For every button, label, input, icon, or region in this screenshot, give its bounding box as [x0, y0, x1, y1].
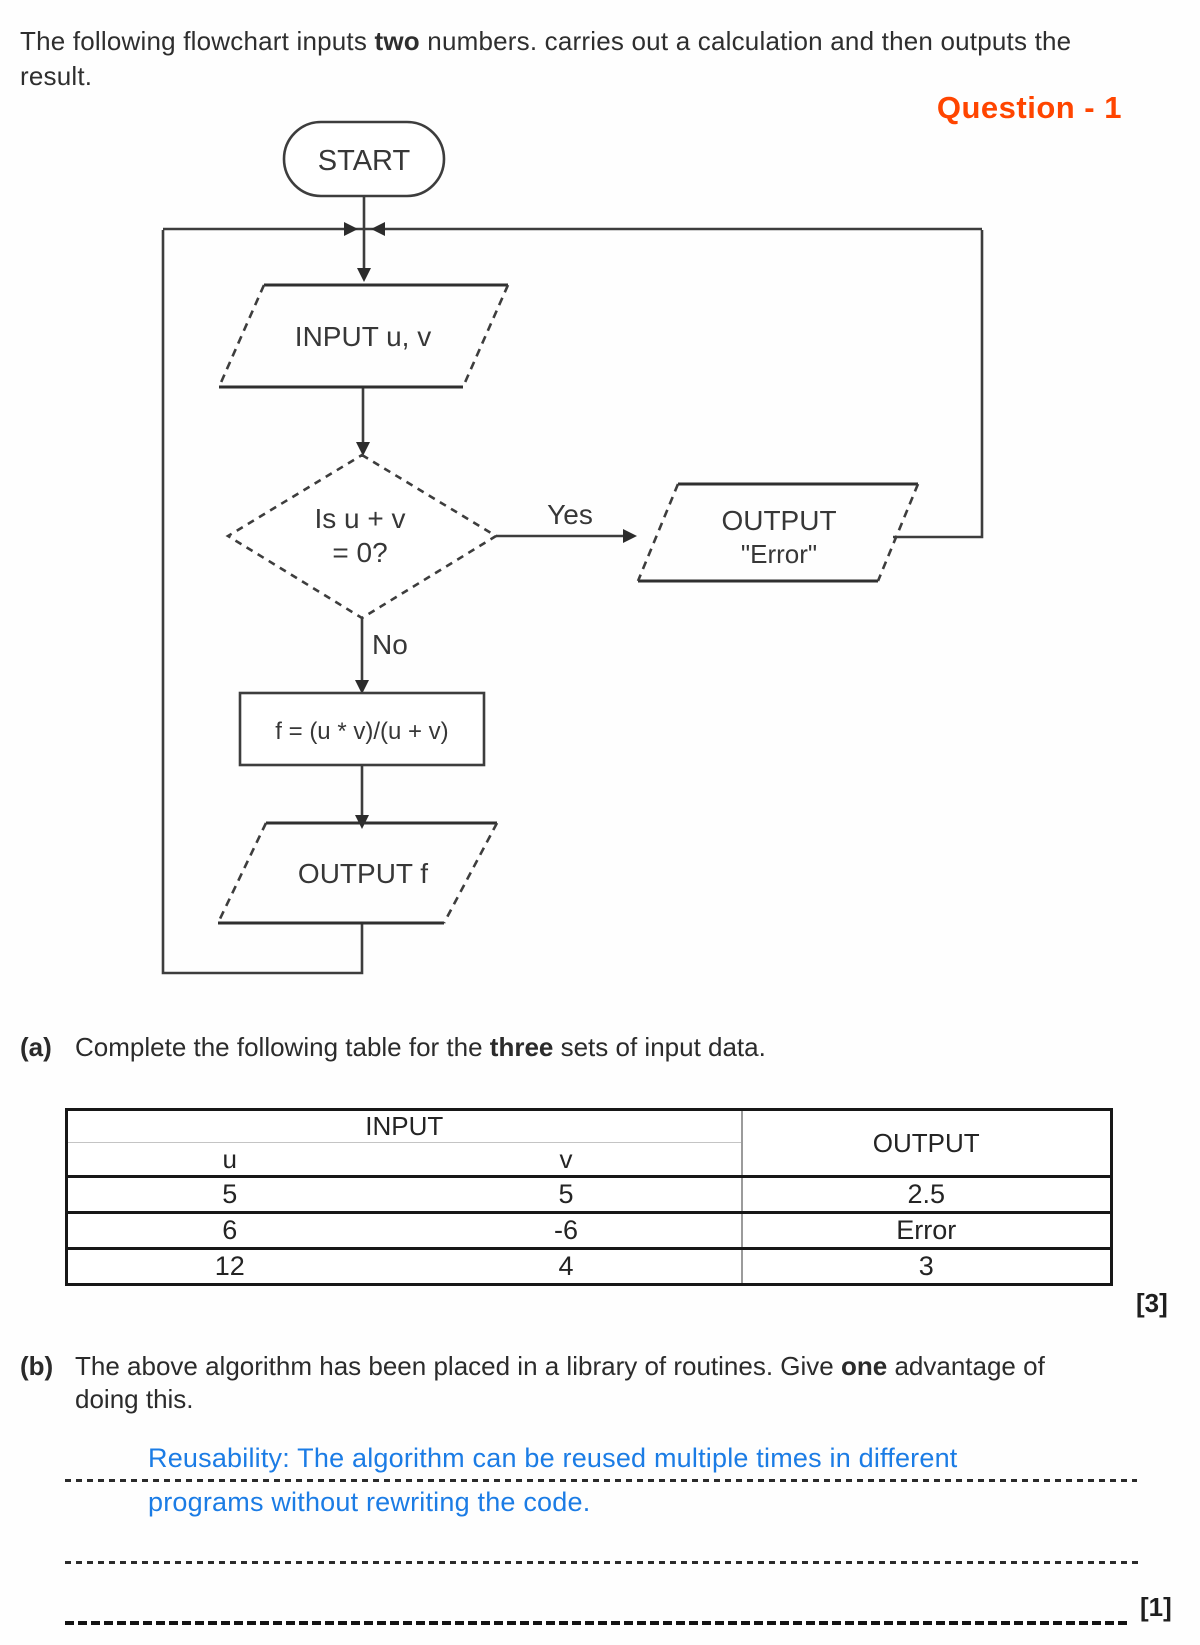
- student-answer-line-2: programs without rewriting the code.: [148, 1487, 591, 1517]
- u-column-header: u: [67, 1143, 392, 1177]
- part-a-text-cont: sets of input data.: [553, 1032, 766, 1062]
- u-value: 5: [67, 1177, 392, 1213]
- part-b-marks: [1]: [1140, 1592, 1172, 1622]
- table-header-row: [67, 1110, 1112, 1143]
- part-a-text: Complete the following table for the: [75, 1032, 490, 1062]
- start-label: START: [317, 145, 411, 177]
- intro-text: The following flowchart inputs: [20, 26, 375, 56]
- part-b-label: (b): [20, 1351, 54, 1381]
- part-b-question: [20, 1350, 1170, 1416]
- v-column-header: v: [392, 1143, 742, 1177]
- table-row: [67, 1213, 1112, 1249]
- output-f-node: [218, 823, 497, 923]
- question-number-label: Question - 1: [936, 90, 1122, 125]
- arrowhead-down-icon: [357, 268, 371, 282]
- arrowhead-right-icon: [344, 222, 358, 236]
- answer-rule-line: [65, 1561, 1138, 1564]
- table-row: [67, 1249, 1112, 1285]
- student-answer-line-1: Reusability: The algorithm can be reused multiple times in different: [148, 1443, 958, 1473]
- answer-rule-line: [65, 1479, 1137, 1482]
- process-node: [240, 693, 484, 765]
- part-b-text: The above algorithm has been placed in a library of routines. Give: [75, 1351, 841, 1381]
- part-b-line-1: [20, 1350, 1170, 1383]
- arrowhead-down-icon: [356, 442, 370, 456]
- v-value: -6: [392, 1213, 742, 1249]
- intro-bold-word: two: [374, 26, 420, 56]
- u-value: 12: [214, 1251, 245, 1281]
- no-branch-label: No: [372, 629, 408, 660]
- output-answer: 2.5: [742, 1177, 1112, 1213]
- decision-node: [228, 455, 496, 618]
- intro-paragraph: [20, 24, 1190, 94]
- output-error-line2: "Error": [740, 539, 818, 569]
- yes-branch-label: Yes: [547, 499, 593, 530]
- part-a-label: (a): [20, 1032, 52, 1062]
- u-value: 6: [67, 1213, 392, 1249]
- output-answer: Error: [742, 1213, 1112, 1249]
- v-value: 5: [392, 1177, 742, 1213]
- intro-text-cont: numbers. carries out a calculation and then outputs the: [419, 26, 1072, 56]
- decision-label-line2: = 0?: [332, 537, 388, 568]
- intro-line-1: [20, 24, 1190, 59]
- arrowhead-right-icon: [623, 529, 637, 543]
- start-node: [284, 122, 444, 196]
- part-a-question: [20, 1032, 1160, 1063]
- flowchart-connectors: [163, 196, 982, 973]
- decision-label-line1: Is u + v: [314, 503, 406, 534]
- output-header-cell: OUTPUT: [742, 1110, 1112, 1177]
- table-row: [67, 1177, 1112, 1213]
- part-a-bold-word: three: [489, 1032, 554, 1062]
- part-b-text-cont: advantage of: [887, 1351, 1045, 1381]
- output-error-line1: OUTPUT: [721, 505, 837, 536]
- answer-rule-line-heavy: [65, 1621, 1127, 1625]
- input-header-cell: INPUT: [67, 1110, 742, 1143]
- part-b-line-2: doing this.: [75, 1384, 194, 1414]
- output-error-node: [638, 484, 918, 581]
- input-output-table: [65, 1108, 1113, 1286]
- part-b-bold-word: one: [840, 1351, 888, 1381]
- output-f-label: OUTPUT f: [297, 858, 429, 889]
- intro-line-2: result.: [20, 61, 93, 91]
- input-node: [219, 285, 508, 387]
- input-label: INPUT u, v: [294, 321, 432, 352]
- process-label: f = (u * v)/(u + v): [275, 718, 449, 745]
- flowchart-diagram: [0, 110, 1200, 1000]
- arrowhead-left-icon: [371, 222, 385, 236]
- output-answer: 3: [742, 1249, 1112, 1285]
- v-value: 4: [558, 1251, 574, 1281]
- part-a-marks: [3]: [1136, 1288, 1168, 1318]
